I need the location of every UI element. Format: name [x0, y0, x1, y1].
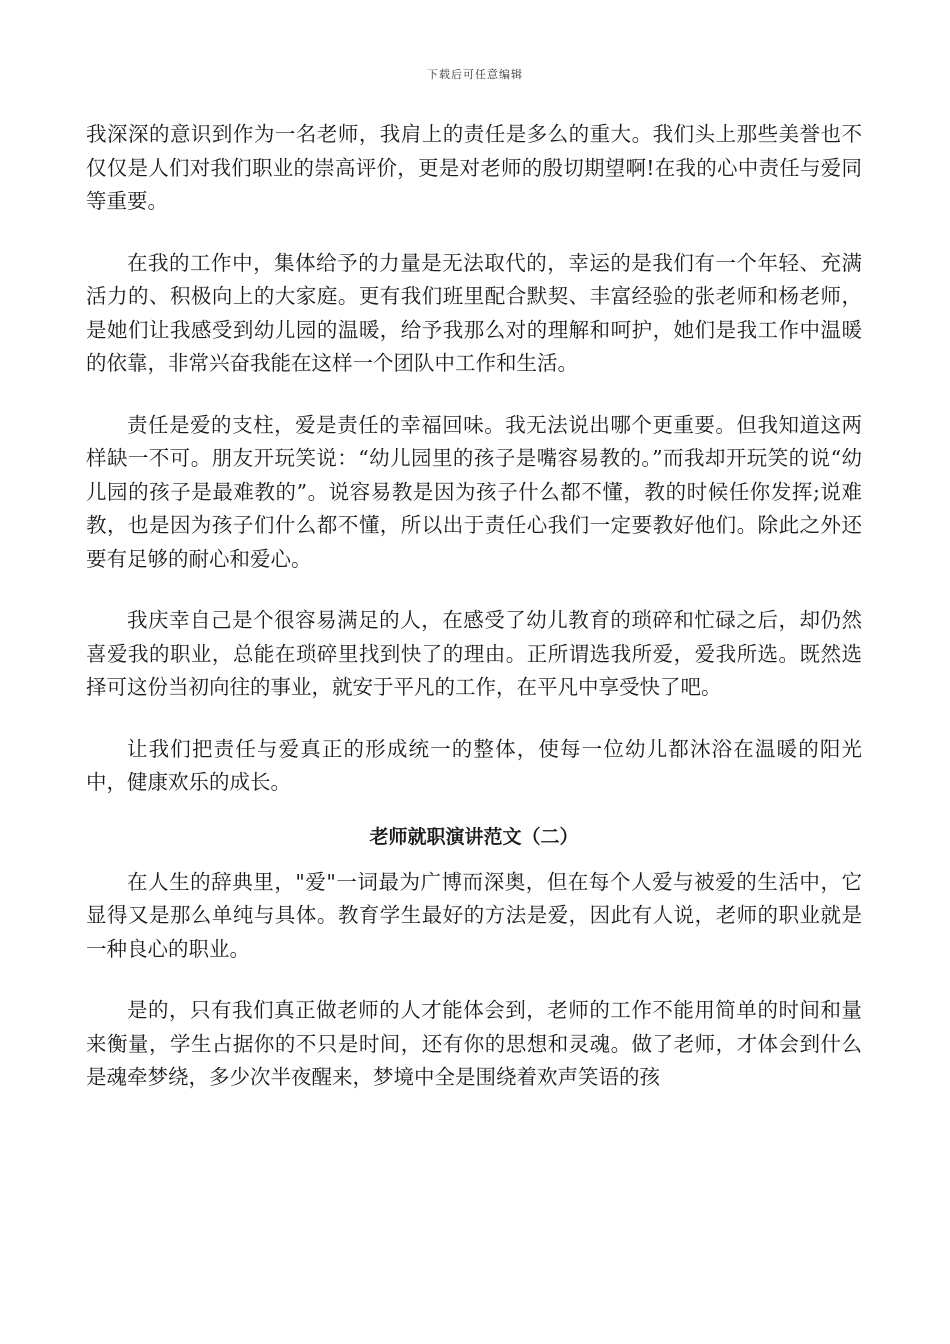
paragraph-5: 让我们把责任与爱真正的形成统一的整体，使每一位幼儿都沐浴在温暖的阳光中，健康欢乐的成长。 [86, 736, 862, 794]
paragraph-1: 我深深的意识到作为一名老师，我肩上的责任是多么的重大。我们头上那些美誉也不仅仅是人们对我们职业的崇高评价，更是对老师的殷切期望啊!在我的心中责任与爱同等重要。 [86, 122, 862, 213]
paragraph-6: 在人生的辞典里，"爱"一词最为广博而深奥，但在每个人爱与被爱的生活中，它显得又是那么单纯与具体。教育学生最好的方法是爱，因此有人说，老师的职业就是一种良心的职业。 [86, 869, 862, 961]
paragraph-2: 在我的工作中，集体给予的力量是无法取代的，幸运的是我们有一个年轻、充满活力的、积极向上的大家庭。更有我们班里配合默契、丰富经验的张老师和杨老师，是她们让我感受到幼儿园的温暖，给予我那么对的理解和呵护，她们是我工作中温暖的依靠，非常兴奋我能在这样一个团队中工作和生活。 [86, 250, 862, 375]
paragraph-4: 我庆幸自己是个很容易满足的人，在感受了幼儿教育的琐碎和忙碌之后，却仍然喜爱我的职业，总能在琐碎里找到快了的理由。正所谓选我所爱，爱我所选。既然选择可这份当初向往的事业，就安于平凡的工作，在平凡中享受快了吧。 [86, 608, 862, 699]
paragraph-3: 责任是爱的支柱，爱是责任的幸福回味。我无法说出哪个更重要。但我知道这两样缺一不可。朋友开玩笑说：“幼儿园里的孩子是嘴容易教的。”而我却开玩笑的说“幼儿园的孩子是最难教的”。说容易教是因为孩子什么都不懂，教的时候任你发挥;说难教，也是因为孩子们什么都不懂，所以出于责任心我们一定要教好他们。除此之外还要有足够的耐心和爱心。 [86, 412, 862, 571]
paragraph-7: 是的，只有我们真正做老师的人才能体会到，老师的工作不能用简单的时间和量来衡量，学生占据你的不只是时间，还有你的思想和灵魂。做了老师，才体会到什么是魂牵梦绕，多少次半夜醒来，梦境中全是围绕着欢声笑语的孩 [86, 998, 862, 1089]
document-body [86, 118, 862, 1123]
section-title: 老师就职演讲范文（二） [369, 825, 579, 848]
page-header-note: 下载后可任意编辑 [427, 68, 523, 81]
